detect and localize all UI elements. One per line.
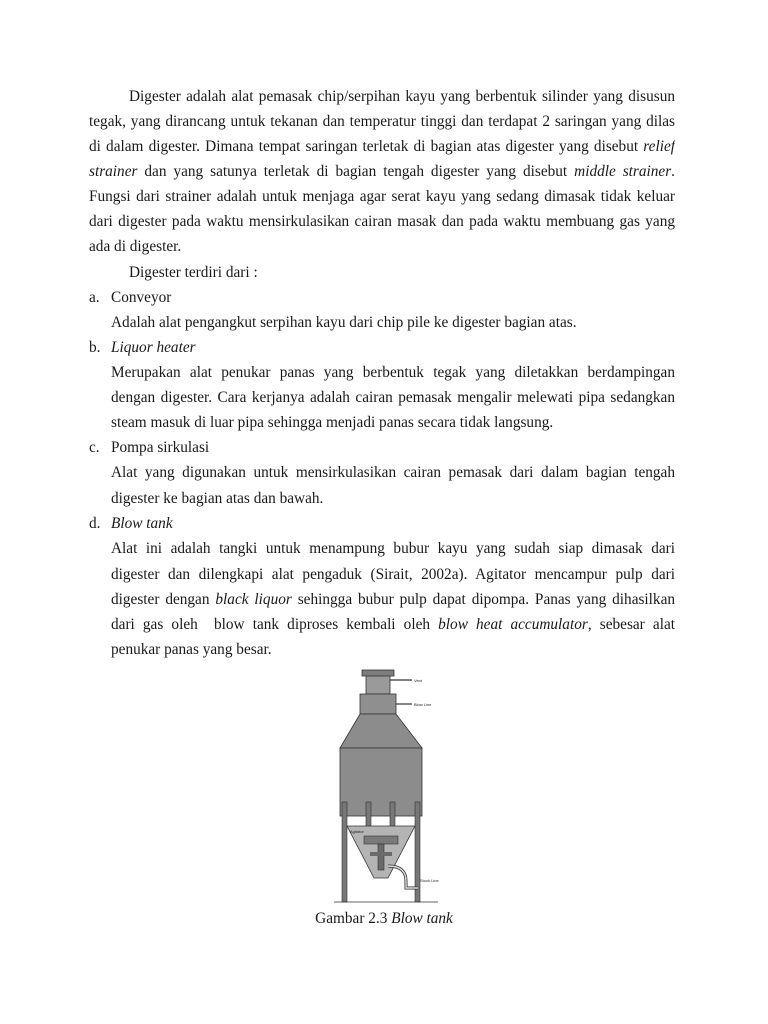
item-b-text-3: steam masuk di luar pipa sehingga menjadi panas secara tidak langsung. <box>111 414 554 431</box>
tank-body <box>340 748 422 816</box>
item-c-title: Pompa sirkulasi <box>111 439 210 456</box>
item-a-text: Adalah alat pengangkut serpihan kayu dari chip pile ke digester bagian atas. <box>111 314 577 331</box>
item-a-marker: a. <box>89 289 100 306</box>
para1-line-4: strainer dan yang satunya terletak di bagian tengah digester yang disebut middle strainer. <box>89 163 675 180</box>
vent-label: Vent <box>414 678 423 683</box>
item-d-marker: d. <box>89 515 101 532</box>
para1-line-2: tegak, yang dirancang untuk tekanan dan temperatur tinggi dan terdapat 2 saringan yang dilas <box>89 113 675 130</box>
item-d-text-3: digester dengan black liquor sehingga bubur pulp dapat dipompa. Panas yang dihasilkan <box>111 591 675 608</box>
para1-line-3: di dalam digester. Dimana tempat saringan terletak di bagian atas digester yang disebut relief <box>89 138 675 155</box>
para1-line-7: ada di digester. <box>89 238 182 255</box>
item-d-text-5: penukar panas yang besar. <box>111 641 272 658</box>
item-c-text-2: digester ke bagian atas dan bawah. <box>111 490 324 507</box>
para1-line-6: dari digester pada waktu mensirkulasikan cairan masak dan pada waktu membuang gas yang <box>89 213 675 230</box>
list-intro: Digester terdiri dari : <box>129 264 258 281</box>
vent-stack <box>366 674 390 694</box>
upper-box <box>360 694 396 714</box>
item-d-text-4: dari gas oleh blow tank diproses kembali oleh blow heat accumulator, sebesar alat <box>111 616 675 633</box>
vent-cap <box>362 670 394 676</box>
item-b-title: Liquor heater <box>111 339 196 356</box>
agitator-label: Agitator <box>350 829 364 834</box>
item-c-marker: c. <box>89 439 100 456</box>
item-d-text-2: digester dan dilengkapi alat pengaduk (Sirait, 2002a). Agitator mencampur pulp dari <box>111 566 675 583</box>
stock-line-label: Stock Line <box>420 878 439 883</box>
item-c-text-1: Alat yang digunakan untuk mensirkulasikan cairan pemasak dari dalam bagian tengah <box>111 464 675 481</box>
blow-line-label: Blow Line <box>414 702 432 707</box>
para1-line-1: Digester adalah alat pemasak chip/serpihan kayu yang berbentuk silinder yang disusun <box>129 88 675 105</box>
item-b-text-1: Merupakan alat penukar panas yang berbentuk tegak yang diletakkan berdampingan <box>111 364 675 381</box>
item-a-title: Conveyor <box>111 289 172 306</box>
item-d-text-1: Alat ini adalah tangki untuk menampung bubur kayu yang sudah siap dimasak dari <box>111 540 675 557</box>
item-d-title: Blow tank <box>111 515 173 532</box>
blow-tank-illustration <box>326 666 446 906</box>
para1-line-5: Fungsi dari strainer adalah untuk menjaga agar serat kayu yang sedang dimasak tidak keluar <box>89 188 675 205</box>
item-b-text-2: dengan digester. Cara kerjanya adalah cairan pemasak mengalir melewati pipa sedangkan <box>111 389 675 406</box>
figure-caption: Gambar 2.3 Blow tank <box>315 910 453 927</box>
tank-roof <box>340 714 422 748</box>
item-b-marker: b. <box>89 339 101 356</box>
